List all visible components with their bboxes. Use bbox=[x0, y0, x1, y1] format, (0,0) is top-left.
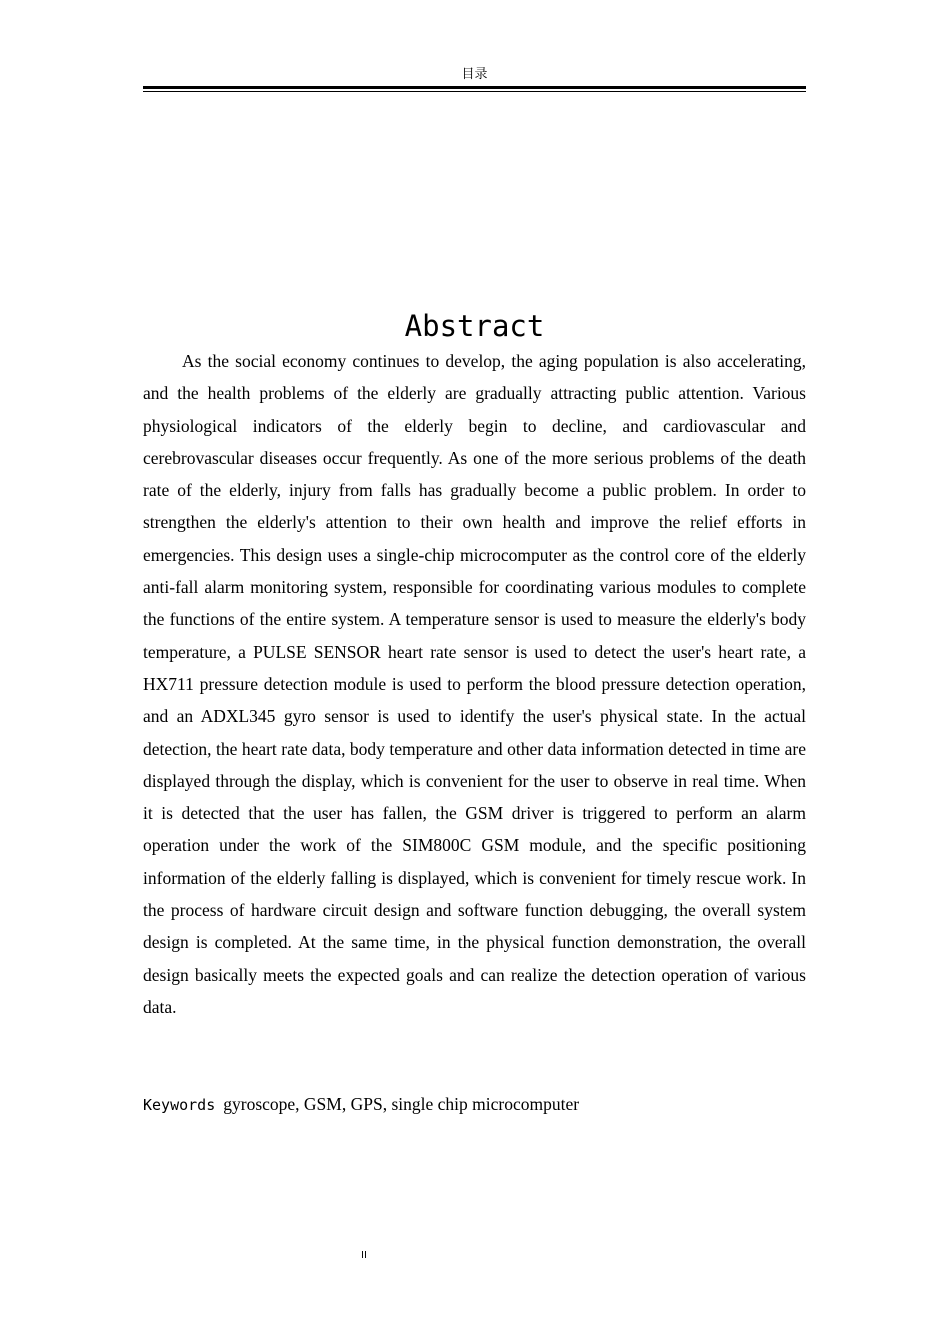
abstract-title: Abstract bbox=[404, 309, 545, 343]
header-rule-thick bbox=[143, 86, 806, 89]
running-header: 目录 bbox=[461, 67, 488, 82]
page-number: II bbox=[361, 1250, 367, 1261]
keywords-value: gyroscope, GSM, GPS, single chip microcomputer bbox=[223, 1094, 580, 1114]
keywords-label: Keywords bbox=[143, 1096, 216, 1114]
abstract-body: As the social economy continues to develop, the aging population is also accelerating, and the health problems of the elderly are gradually attracting public attention. Various physiological indicators of the elderly begin to decline, and cardiovascular and cerebrovascular diseases occur frequently. As one of the more serious problems of the death rate of the elderly, injury from falls has gradually become a public problem. In order to strengthen the elderly's attention to their own health and improve the relief efforts in emergencies. This design uses a single-chip microcomputer as the control core of the elderly anti-fall alarm monitoring system, responsible for coordinating various modules to complete the functions of the entire system. A temperature sensor is used to measure the elderly's body temperature, a PULSE SENSOR heart rate sensor is used to detect the user's heart rate, a HX711 pressure detection module is used to perform the blood pressure detection operation, and an ADXL345 gyro sensor is used to identify the user's physical state. In the actual detection, the heart rate data, body temperature and other data information detected in time are displayed through the display, which is convenient for the user to observe in real time. When it is detected that the user has fallen, the GSM driver is triggered to perform an alarm operation under the work of the SIM800C GSM module, and the specific positioning information of the elderly falling is displayed, which is convenient for timely rescue work. In the process of hardware circuit design and software function debugging, the overall system design is completed. At the same time, in the physical function demonstration, the overall design basically meets the expected goals and can realize the detection operation of various data. bbox=[143, 351, 806, 1017]
header-rule-thin bbox=[143, 91, 806, 92]
keywords-line bbox=[143, 1088, 806, 1122]
